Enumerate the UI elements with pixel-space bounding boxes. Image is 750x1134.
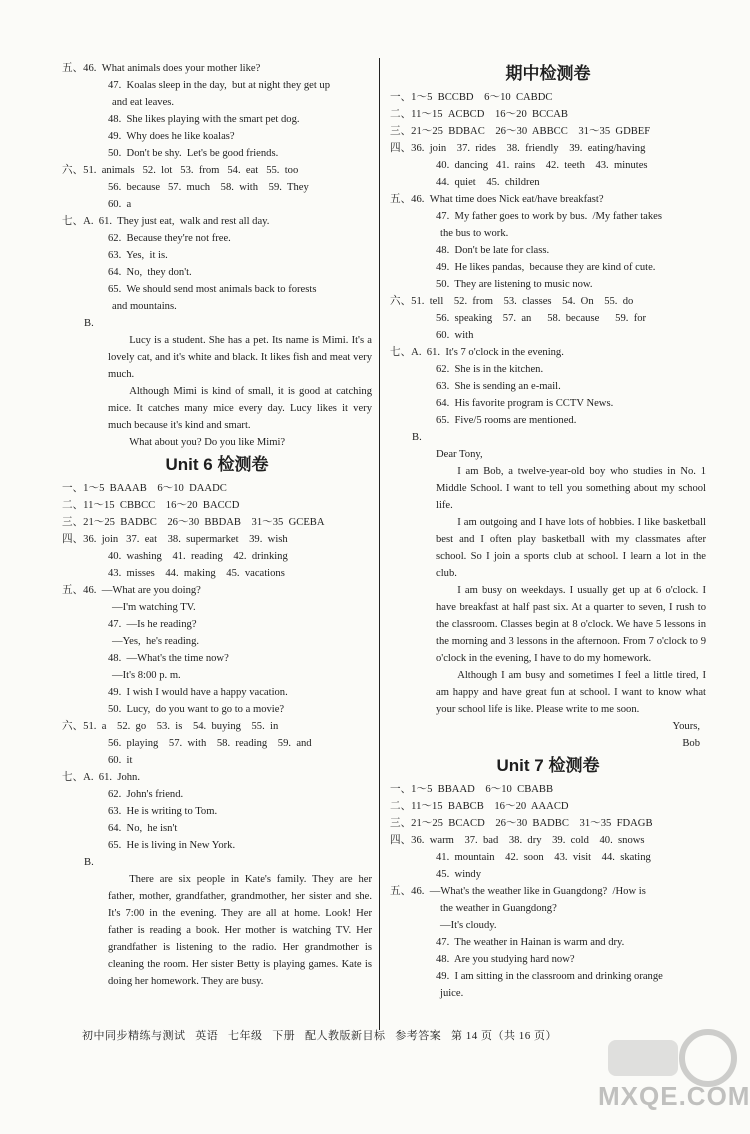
answer-line: 43. misses 44. making 45. vacations <box>108 568 285 579</box>
passage-paragraph: I am outgoing and I have lots of hobbies. I like basketball best and I often play basketball with my classmates after school. So I join a sports club at school. I learn a lot in the club. <box>436 517 706 579</box>
passage-paragraph: I am busy on weekdays. I usually get up at 6 o'clock. I have breakfast at half past six. At a quarter to seven, I rush to the classroom. Classes begin at 8 o'clock. We have 5 lessons in the morning and 3 lessons in the afternoon. From 7 o'clock to 9 o'clock in the evening, I have to do my homework. <box>436 585 706 664</box>
right-column <box>390 60 706 1002</box>
watermark-text: MXQE.COM <box>598 1081 750 1111</box>
answer-line: 63. He is writing to Tom. <box>108 806 218 817</box>
answer-line: B. <box>84 857 94 868</box>
answer-line: 50. Lucy, do you want to go to a movie? <box>108 704 285 715</box>
letter-body <box>390 463 706 718</box>
watermark-logo <box>588 1018 750 1128</box>
answer-line: 65. We should send most animals back to forests <box>108 284 317 295</box>
answer-line: 40. dancing 41. rains 42. teeth 43. minutes <box>436 160 648 171</box>
answer-line: 六、51. tell 52. from 53. classes 54. On 55. do <box>390 296 634 307</box>
answer-line: 七、A. 61. John. <box>62 772 140 783</box>
page-footer: 初中同步精练与测试 英语 七年级 下册 配人教版新目标 参考答案 第 14 页（共 16 页） <box>82 1030 557 1042</box>
answer-line: 一、1～5 BBAAD 6～10 CBABB <box>390 784 554 795</box>
answer-line: B. <box>84 318 94 329</box>
answer-line: and mountains. <box>112 301 177 312</box>
answer-line: 七、A. 61. It's 7 o'clock in the evening. <box>390 347 564 358</box>
answer-line: 五、46. What time does Nick eat/have breakfast? <box>390 194 604 205</box>
unit5-passage <box>62 332 372 451</box>
unit7-answers <box>390 781 706 1002</box>
answer-line: —I'm watching TV. <box>112 602 196 613</box>
passage-paragraph: Although I am busy and sometimes I feel a little tired, I am happy and have great fun at school. I want to know what your school life is like. Please write to me soon. <box>436 670 706 715</box>
answer-line: 48. Are you studying hard now? <box>436 954 575 965</box>
answer-line: the bus to work. <box>440 228 509 239</box>
answer-line: 二、11～15 CBBCC 16～20 BACCD <box>62 500 240 511</box>
answer-line: 三、21～25 BDBAC 26～30 ABBCC 31～35 GDBEF <box>390 126 651 137</box>
answer-line: 60. a <box>108 199 132 210</box>
answer-line: 41. mountain 42. soon 43. visit 44. skating <box>436 852 651 863</box>
answer-line: 62. She is in the kitchen. <box>436 364 544 375</box>
answer-line: 三、21～25 BCACD 26～30 BADBC 31～35 FDAGB <box>390 818 653 829</box>
answer-line: 63. She is sending an e-mail. <box>436 381 561 392</box>
answer-line: 二、11～15 BABCB 16～20 AAACD <box>390 801 569 812</box>
watermark-graphic <box>588 1018 750 1128</box>
midterm-answers <box>390 89 706 446</box>
answer-line: 49. Why does he like koalas? <box>108 131 235 142</box>
answer-line: 50. They are listening to music now. <box>436 279 593 290</box>
answer-line: 64. His favorite program is CCTV News. <box>436 398 614 409</box>
unit5-answers <box>62 60 372 332</box>
answer-line: 48. Don't be late for class. <box>436 245 550 256</box>
answer-line: 六、51. a 52. go 53. is 54. buying 55. in <box>62 721 279 732</box>
passage-paragraph: I am Bob, a twelve-year-old boy who studies in No. 1 Middle School. I want to tell you something about my school life. <box>436 466 706 511</box>
answer-line: 一、1～5 BAAAB 6～10 DAADC <box>62 483 227 494</box>
column-divider <box>379 58 380 1030</box>
unit6-title: Unit 6 检测卷 <box>165 455 269 474</box>
answer-line: 65. He is living in New York. <box>108 840 236 851</box>
answer-line: 一、1～5 BCCBD 6～10 CABDC <box>390 92 553 103</box>
answer-line: 49. He likes pandas, because they are kind of cute. <box>436 262 656 273</box>
answer-line: 56. because 57. much 58. with 59. They <box>108 182 309 193</box>
passage-paragraph: Although Mimi is kind of small, it is good at catching mice. It catches many mice every day. Lucy likes it very much because it's kind and smart. <box>108 386 372 431</box>
unit6-answers <box>62 480 372 871</box>
answer-line: 56. playing 57. with 58. reading 59. and <box>108 738 312 749</box>
answer-line: 44. quiet 45. children <box>436 177 540 188</box>
answer-line: 五、46. —What's the weather like in Guangdong? /How is <box>390 886 646 897</box>
answer-line: 47. The weather in Hainan is warm and dry. <box>436 937 625 948</box>
answer-line: 47. —Is he reading? <box>108 619 197 630</box>
answer-line: juice. <box>440 988 464 999</box>
answer-line: 六、51. animals 52. lot 53. from 54. eat 55. too <box>62 165 299 176</box>
answer-line: 五、46. —What are you doing? <box>62 585 201 596</box>
answer-line: 40. washing 41. reading 42. drinking <box>108 551 288 562</box>
left-column <box>62 60 372 990</box>
answer-line: 50. Don't be shy. Let's be good friends. <box>108 148 279 159</box>
answer-line: 47. My father goes to work by bus. /My father takes <box>436 211 662 222</box>
answer-line: 49. I wish I would have a happy vacation. <box>108 687 288 698</box>
answer-line: 64. No, he isn't <box>108 823 178 834</box>
answer-line: 45. windy <box>436 869 482 880</box>
passage-paragraph: What about you? Do you like Mimi? <box>129 437 286 448</box>
answer-line: —It's cloudy. <box>440 920 497 931</box>
answer-line: 62. Because they're not free. <box>108 233 231 244</box>
midterm-title: 期中检测卷 <box>505 64 591 83</box>
answer-line: 63. Yes, it is. <box>108 250 168 261</box>
answer-line: 62. John's friend. <box>108 789 184 800</box>
answer-line: 三、21～25 BADBC 26～30 BBDAB 31～35 GCEBA <box>62 517 325 528</box>
unit6-passage: There are six people in Kate's family. They are her father, mother, grandfather, grandmother, her sister and she. It's 7:00 in the evening. They are all at home. Look! Her father is reading a book. Her mother is watching TV. Her grandfather is listening to the radio. Her grandmother is cleaning the room. Her sister Betty is playing games. Kate is doing her homework. They are busy. <box>108 874 372 987</box>
passage-paragraph: Lucy is a student. She has a pet. Its name is Mimi. It's a lovely cat, and it's white and black. It likes fish and meat very much. <box>108 335 372 380</box>
answer-line: 四、36. warm 37. bad 38. dry 39. cold 40. snows <box>390 835 645 846</box>
answer-line: 五、46. What animals does your mother like? <box>62 63 261 74</box>
answer-line: 64. No, they don't. <box>108 267 192 278</box>
answer-line: 49. I am sitting in the classroom and drinking orange <box>436 971 663 982</box>
answer-line: 60. it <box>108 755 133 766</box>
answer-line: B. <box>412 432 422 443</box>
letter-signature: Bob <box>682 738 700 749</box>
answer-line: 48. She likes playing with the smart pet dog. <box>108 114 300 125</box>
answer-line: 47. Koalas sleep in the day, but at night they get up <box>108 80 331 91</box>
answer-line: 48. —What's the time now? <box>108 653 229 664</box>
answer-line: 65. Five/5 rooms are mentioned. <box>436 415 577 426</box>
answer-line: —Yes, he's reading. <box>112 636 200 647</box>
letter-greeting: Dear Tony, <box>436 449 483 460</box>
answer-line: —It's 8:00 p. m. <box>112 670 181 681</box>
answer-line: and eat leaves. <box>112 97 175 108</box>
answer-line: 60. with <box>436 330 474 341</box>
answer-line: 四、36. join 37. rides 38. friendly 39. eating/having <box>390 143 646 154</box>
answer-line: the weather in Guangdong? <box>440 903 557 914</box>
letter-closing: Yours, <box>672 721 700 732</box>
answer-line: 二、11～15 ACBCD 16～20 BCCAB <box>390 109 568 120</box>
unit7-title: Unit 7 检测卷 <box>496 756 600 775</box>
answer-line: 七、A. 61. They just eat, walk and rest all day. <box>62 216 270 227</box>
answer-line: 四、36. join 37. eat 38. supermarket 39. wish <box>62 534 288 545</box>
answer-line: 56. speaking 57. an 58. because 59. for <box>436 313 647 324</box>
